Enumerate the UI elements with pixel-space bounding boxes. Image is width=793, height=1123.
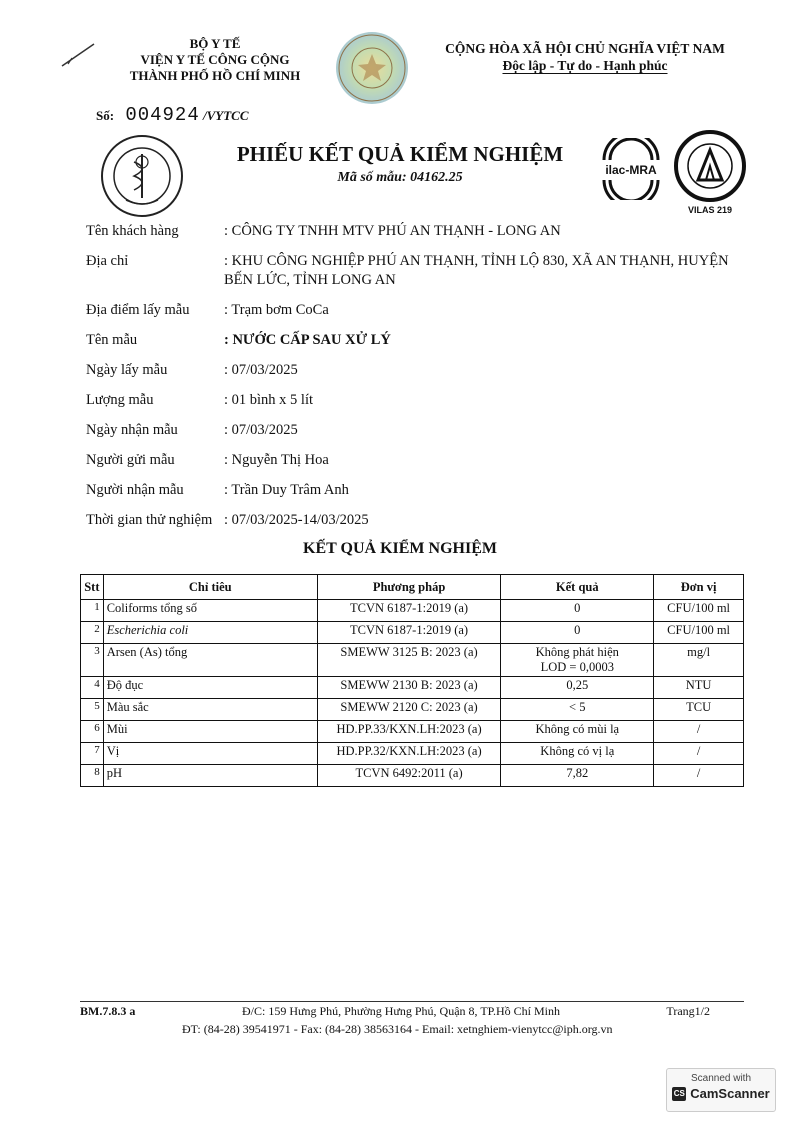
- row-stt: 4: [81, 677, 104, 699]
- info-row: [86, 252, 736, 290]
- ministry-name: BỘ Y TẾ: [189, 36, 241, 51]
- ministry-header: [100, 36, 330, 84]
- hologram-seal-icon: [336, 32, 408, 104]
- table-row: [81, 765, 744, 787]
- info-value: : 07/03/2025-14/03/2025: [224, 512, 369, 528]
- row-stt: 2: [81, 622, 104, 644]
- camscanner-label: CamScanner: [690, 1086, 770, 1101]
- row-indicator: Coliforms tổng số: [103, 600, 317, 622]
- row-indicator: Escherichia coli: [103, 622, 317, 644]
- info-row: [86, 391, 736, 410]
- table-row: [81, 644, 744, 677]
- motto: Độc lập - Tự do - Hạnh phúc: [502, 58, 668, 73]
- document-number-suffix: /VYTCC: [202, 108, 249, 123]
- info-value: : KHU CÔNG NGHIỆP PHÚ AN THẠNH, TỈNH LỘ 830, XÃ AN THẠNH, HUYỆN BẾN LỨC, TỈNH LONG AN: [224, 253, 729, 288]
- row-indicator: Arsen (As) tổng: [103, 644, 317, 677]
- row-result: [501, 743, 654, 765]
- footer-address: Đ/C: 159 Hưng Phú, Phường Hưng Phú, Quận 8, TP.Hồ Chí Minh: [242, 1004, 561, 1018]
- country-name: CỘNG HÒA XÃ HỘI CHỦ NGHĨA VIỆT NAM: [445, 41, 725, 56]
- results-title: KẾT QUẢ KIỂM NGHIỆM: [303, 540, 497, 557]
- row-indicator: Mùi: [103, 721, 317, 743]
- info-row: [86, 361, 736, 380]
- table-row: [81, 600, 744, 622]
- row-unit: CFU/100 ml: [654, 600, 744, 622]
- table-row: [81, 699, 744, 721]
- info-value: : Nguyễn Thị Hoa: [224, 452, 329, 468]
- row-result: [501, 600, 654, 622]
- row-result: [501, 721, 654, 743]
- institute-city: THÀNH PHỐ HỒ CHÍ MINH: [129, 68, 301, 83]
- info-label: Tên mẫu: [86, 332, 138, 348]
- header-unit: Đơn vị: [654, 575, 744, 600]
- info-label: Ngày lấy mẫu: [86, 362, 168, 378]
- row-method: TCVN 6187-1:2019 (a): [317, 622, 501, 644]
- result-value: 0: [574, 623, 581, 637]
- info-value: : 01 bình x 5 lít: [224, 392, 314, 408]
- sample-info: [86, 222, 736, 541]
- row-result: [501, 622, 654, 644]
- row-unit: NTU: [654, 677, 744, 699]
- row-method: HD.PP.33/KXN.LH:2023 (a): [317, 721, 501, 743]
- row-stt: 8: [81, 765, 104, 787]
- row-stt: 7: [81, 743, 104, 765]
- form-code: BM.7.8.3 a: [80, 1004, 136, 1018]
- results-table: [80, 574, 744, 787]
- info-row: [86, 451, 736, 470]
- info-label: Ngày nhận mẫu: [86, 422, 178, 438]
- row-method: TCVN 6187-1:2019 (a): [317, 600, 501, 622]
- info-value: : NƯỚC CẤP SAU XỬ LÝ: [224, 332, 391, 348]
- national-header: [420, 40, 750, 74]
- info-value: : Trạm bơm CoCa: [224, 302, 329, 318]
- document-number-label: Số:: [96, 108, 115, 123]
- info-label: Tên khách hàng: [86, 223, 179, 239]
- info-row: [86, 301, 736, 320]
- result-value: Không phát hiện: [535, 645, 619, 659]
- table-header-row: [81, 575, 744, 600]
- row-method: SMEWW 2120 C: 2023 (a): [317, 699, 501, 721]
- row-unit: /: [654, 721, 744, 743]
- ilac-mra-logo-icon: [598, 138, 664, 200]
- result-detection-limit: LOD = 0,0003: [540, 660, 614, 674]
- result-value: 0: [574, 601, 581, 615]
- result-value: < 5: [569, 700, 586, 714]
- institute-name: VIỆN Y TẾ CÔNG CỘNG: [140, 52, 290, 67]
- page-number: Trang1/2: [666, 1004, 710, 1018]
- info-row: [86, 481, 736, 500]
- row-stt: 3: [81, 644, 104, 677]
- result-value: Không có vị lạ: [540, 744, 615, 758]
- row-indicator: pH: [103, 765, 317, 787]
- row-method: HD.PP.32/KXN.LH:2023 (a): [317, 743, 501, 765]
- result-value: 7,82: [566, 766, 589, 780]
- info-label: Thời gian thử nghiệm: [86, 512, 213, 528]
- row-unit: TCU: [654, 699, 744, 721]
- page-title: PHIẾU KẾT QUẢ KIỂM NGHIỆM: [236, 142, 564, 166]
- info-label: Người gửi mẫu: [86, 452, 175, 468]
- svg-text:ilac-MRA: ilac-MRA: [605, 163, 657, 177]
- row-unit: /: [654, 765, 744, 787]
- info-value: : 07/03/2025: [224, 422, 298, 438]
- camscanner-logo-icon: CS: [672, 1087, 686, 1101]
- header-stt: Stt: [81, 575, 104, 600]
- row-indicator: Vị: [103, 743, 317, 765]
- result-value: Không có mùi lạ: [535, 722, 620, 736]
- pen-mark-icon: [58, 40, 98, 70]
- row-result: [501, 677, 654, 699]
- row-indicator: Màu sắc: [103, 699, 317, 721]
- table-row: [81, 677, 744, 699]
- footer-divider: [80, 1001, 744, 1002]
- document-number-value: 004924: [125, 104, 200, 126]
- row-result: [501, 644, 654, 677]
- info-row: [86, 331, 736, 350]
- info-row: [86, 421, 736, 440]
- table-row: [81, 721, 744, 743]
- info-row: [86, 222, 736, 241]
- header-result: Kết quả: [501, 575, 654, 600]
- info-value: : 07/03/2025: [224, 362, 298, 378]
- accreditation-seal-icon: [670, 130, 750, 215]
- camscanner-watermark: [666, 1068, 776, 1112]
- row-stt: 1: [81, 600, 104, 622]
- row-result: [501, 765, 654, 787]
- info-label: Địa điểm lấy mẫu: [86, 302, 190, 318]
- table-row: [81, 622, 744, 644]
- footer-contact: ĐT: (84-28) 39541971 - Fax: (84-28) 38563164 - Email: xetnghiem-vienytcc@iph.org.vn: [182, 1022, 613, 1036]
- info-row: [86, 511, 736, 530]
- scanned-with-label: Scanned with: [690, 1073, 752, 1084]
- row-method: SMEWW 3125 B: 2023 (a): [317, 644, 501, 677]
- result-value: 0,25: [566, 678, 589, 692]
- row-unit: /: [654, 743, 744, 765]
- footer: [80, 1001, 744, 1037]
- info-value: : Trần Duy Trâm Anh: [224, 482, 349, 498]
- info-label: Người nhận mẫu: [86, 482, 184, 498]
- row-indicator: Độ đục: [103, 677, 317, 699]
- row-stt: 5: [81, 699, 104, 721]
- table-row: [81, 743, 744, 765]
- row-unit: CFU/100 ml: [654, 622, 744, 644]
- row-stt: 6: [81, 721, 104, 743]
- document-number: [96, 104, 249, 126]
- info-label: Lượng mẫu: [86, 392, 154, 408]
- row-unit: mg/l: [654, 644, 744, 677]
- header-indicator: Chỉ tiêu: [103, 575, 317, 600]
- sample-code: Mã số mẫu: 04162.25: [337, 170, 463, 185]
- row-result: [501, 699, 654, 721]
- info-label: Địa chỉ: [86, 253, 129, 269]
- info-value: : CÔNG TY TNHH MTV PHÚ AN THẠNH - LONG AN: [224, 223, 561, 239]
- row-method: TCVN 6492:2011 (a): [317, 765, 501, 787]
- header-method: Phương pháp: [317, 575, 501, 600]
- vilas-label: VILAS 219: [687, 205, 733, 215]
- row-method: SMEWW 2130 B: 2023 (a): [317, 677, 501, 699]
